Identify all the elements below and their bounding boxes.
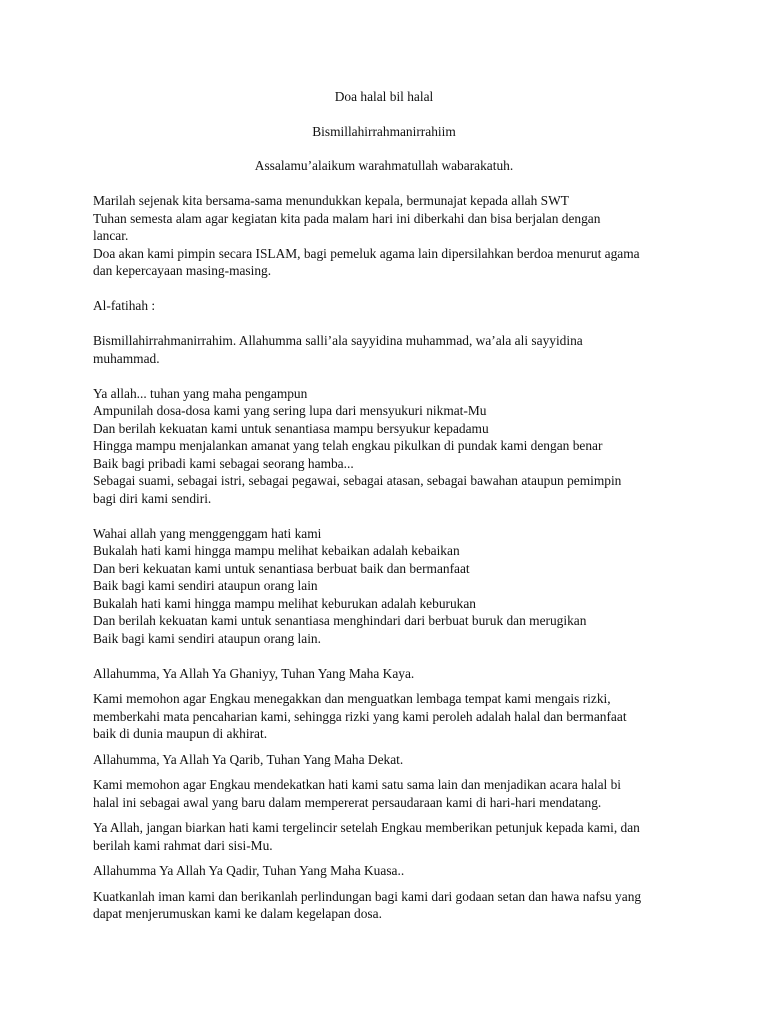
stanza-line: Baik bagi kami sendiri ataupun orang lain. <box>93 630 321 646</box>
spacer <box>93 280 708 298</box>
petunjuk-line: berilah kami rahmat dari sisi-Mu. <box>93 837 273 853</box>
qarib-line: halal ini sebagai awal yang baru dalam mempererat persaudaraan kami di hari-hari mendatang. <box>93 794 602 810</box>
spacer <box>93 647 708 665</box>
spacer <box>93 175 708 193</box>
stanza-line: Ya allah... tuhan yang maha pengampun <box>93 385 308 401</box>
stanza-pengampun <box>93 385 708 508</box>
ghaniyy-line: Kami memohon agar Engkau menegakkan dan menguatkan lembaga tempat kami mengais rizki, <box>93 691 611 706</box>
petunjuk-line: Ya Allah, jangan biarkan hati kami tergelincir setelah Engkau memberikan petunjuk kepada kami, dan <box>93 820 640 835</box>
qadir-paragraph <box>93 888 708 923</box>
stanza-line: Bukalah hati kami hingga mampu melihat keburukan adalah keburukan <box>93 595 477 611</box>
stanza-line: bagi diri kami sendiri. <box>93 490 212 506</box>
ghaniyy-line: baik di dunia maupun di akhirat. <box>93 726 268 741</box>
stanza-line: Dan berilah kekuatan kami untuk senantiasa menghindari dari berbuat buruk dan merugikan <box>93 613 587 628</box>
spacer <box>93 743 708 751</box>
stanza-line: Wahai allah yang menggenggam hati kami <box>93 525 322 541</box>
spacer <box>93 367 708 385</box>
qadir-line: dapat menjerumuskan kami ke dalam kegelapan dosa. <box>93 906 382 921</box>
shalawat-paragraph <box>93 332 708 367</box>
ghaniyy-paragraph <box>93 690 708 743</box>
qarib-paragraph <box>93 776 708 811</box>
greeting-line: Assalamu’alaikum warahmatullah wabarakatuh. <box>254 158 514 173</box>
intro-line: Marilah sejenak kita bersama-sama menundukkan kepala, bermunajat kepada allah SWT <box>93 193 569 208</box>
qadir-line: Kuatkanlah iman kami dan berikanlah perlindungan bagi kami dari godaan setan dan hawa nafsu yang <box>93 888 642 904</box>
spacer <box>93 315 708 333</box>
stanza-line: Baik bagi pribadi kami sebagai seorang hamba... <box>93 455 354 471</box>
spacer <box>93 854 708 862</box>
spacer <box>93 811 708 819</box>
qarib-heading: Allahumma, Ya Allah Ya Qarib, Tuhan Yang Maha Dekat. <box>93 751 404 767</box>
stanza-hati <box>93 525 708 648</box>
shalawat-line: muhammad. <box>93 350 160 366</box>
petunjuk-paragraph <box>93 819 708 854</box>
fatihah-line: Al-fatihah : <box>93 298 156 313</box>
spacer <box>93 682 708 690</box>
stanza-line: Hingga mampu menjalankan amanat yang telah engkau pikulkan di pundak kami dengan benar <box>93 438 603 453</box>
spacer <box>93 880 708 888</box>
stanza-line: Sebagai suami, sebagai istri, sebagai pegawai, sebagai atasan, sebagai bawahan ataupun pemimpin <box>93 473 622 488</box>
intro-line: Tuhan semesta alam agar kegiatan kita pada malam hari ini diberkahi dan bisa berjalan dengan <box>93 210 601 226</box>
intro-line: lancar. <box>93 228 129 243</box>
stanza-line: Dan berilah kekuatan kami untuk senantiasa mampu bersyukur kepadamu <box>93 420 489 436</box>
stanza-line: Baik bagi kami sendiri ataupun orang lain <box>93 578 318 593</box>
document-title: Doa halal bil halal <box>334 89 434 104</box>
qarib-line: Kami memohon agar Engkau mendekatkan hati kami satu sama lain dan menjadikan acara halal bi <box>93 777 621 792</box>
stanza-line: Bukalah hati kami hingga mampu melihat kebaikan adalah kebaikan <box>93 543 460 558</box>
intro-line: Doa akan kami pimpin secara ISLAM, bagi pemeluk agama lain dipersilahkan berdoa menurut agama <box>93 245 640 261</box>
ghaniyy-line: memberkahi mata pencaharian kami, sehingga rizki yang kami peroleh adalah halal dan bermanfaat <box>93 708 627 724</box>
spacer <box>93 507 708 525</box>
intro-line: dan kepercayaan masing-masing. <box>93 263 272 278</box>
stanza-line: Dan beri kekuatan kami untuk senantiasa berbuat baik dan bermanfaat <box>93 560 470 576</box>
spacer <box>93 768 708 776</box>
basmalah-line: Bismillahirrahmanirrahiim <box>312 123 456 139</box>
shalawat-line: Bismillahirrahmanirrahim. Allahumma salli’ala sayyidina muhammad, wa’ala ali sayyidina <box>93 333 583 348</box>
intro-paragraph <box>93 192 708 280</box>
stanza-line: Ampunilah dosa-dosa kami yang sering lupa dari mensyukuri nikmat-Mu <box>93 403 487 418</box>
qadir-heading: Allahumma Ya Allah Ya Qadir, Tuhan Yang Maha Kuasa.. <box>93 863 405 878</box>
ghaniyy-heading: Allahumma, Ya Allah Ya Ghaniyy, Tuhan Yang Maha Kaya. <box>93 665 415 681</box>
